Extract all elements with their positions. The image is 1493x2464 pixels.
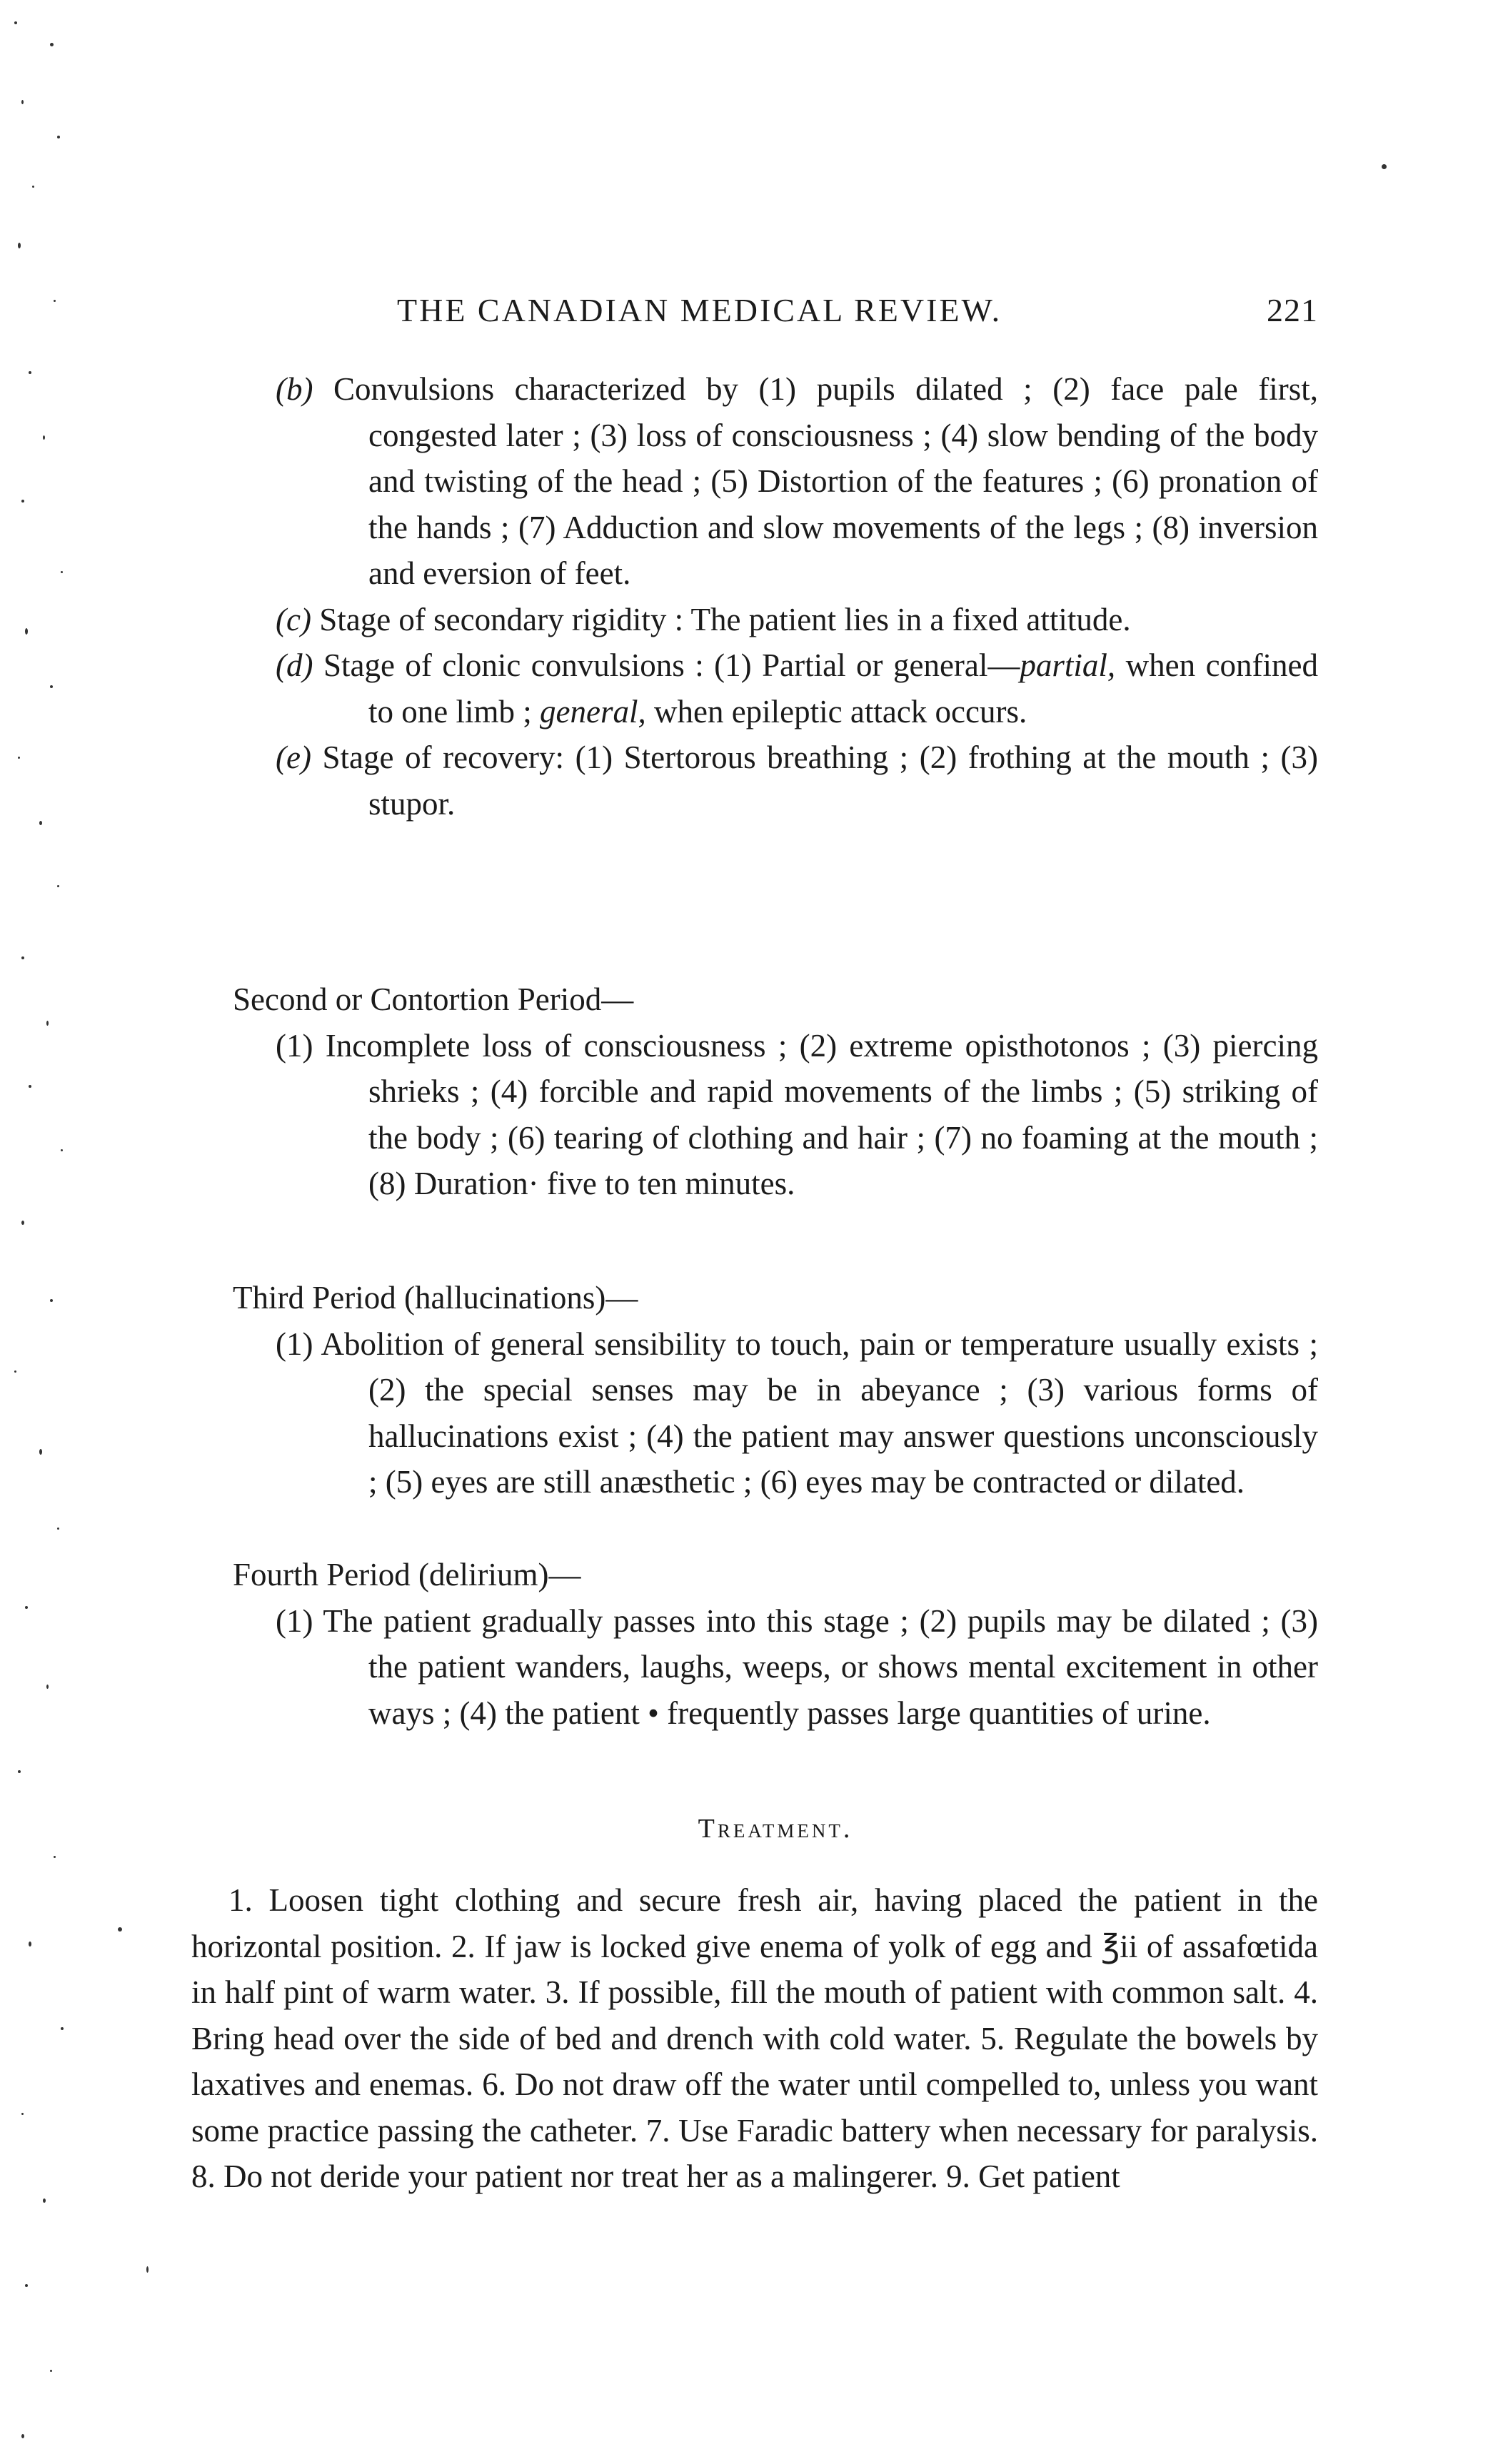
item-label: (e) xyxy=(276,739,311,775)
scan-speck xyxy=(118,1927,122,1932)
list-item xyxy=(233,642,1318,734)
fourth-period-section xyxy=(233,1552,1318,1736)
item-text: when epileptic attack occurs. xyxy=(645,693,1027,729)
item-text: Convulsions characterized by (1) pupils dilated ; (2) face pale first, congested later ; (3) loss of consciousness ; (4) slow bending of the body and twisting of the head ; (5) Distortion of the features ; (6) pronation of the hands ; (7) Adduction and slow movements of the legs ; (8) inversion and eversion of feet. xyxy=(333,371,1318,591)
second-period-section xyxy=(233,976,1318,1207)
running-header xyxy=(233,291,1318,341)
section-text: (1) Incomplete loss of consciousness ; (2) extreme opisthotonos ; (3) piercing shrieks ; (4) forcible and rapid movements of the limbs ; (5) striking of the body ; (6) tearing of clothing and hair ; (7) no foaming at the mouth ; (8) Duration· five to ten minutes. xyxy=(276,1027,1318,1201)
scan-gutter-specks xyxy=(0,0,107,2464)
section-text: (1) The patient gradually passes into this stage ; (2) pupils may be dilated ; (3) the patient wanders, laughs, weeps, or shows mental excitement in other ways ; (4) the patient • frequently passes large quantities of urine. xyxy=(276,1602,1318,1731)
list-item xyxy=(233,366,1318,597)
item-label: (b) xyxy=(276,371,313,407)
item-emphasis: general, xyxy=(540,693,646,729)
third-period-section xyxy=(233,1275,1318,1505)
item-label: (c) xyxy=(276,601,311,637)
list-item xyxy=(233,734,1318,827)
section-heading: Third Period (hallucinations)— xyxy=(233,1280,638,1316)
item-text: when confined to one limb ; xyxy=(368,647,1319,729)
section-text: (1) Abolition of general sensibility to touch, pain or temperature usually exists ; (2) the special senses may be in abeyance ; (3) various forms of hallucinations exist ; (4) the patient may answer questions unconsciously ; (5) eyes are still anæsthetic ; (6) eyes may be contracted or dilated. xyxy=(276,1326,1318,1500)
journal-title: THE CANADIAN MEDICAL REVIEW. xyxy=(397,292,1002,328)
item-label: (d) xyxy=(276,647,313,683)
treatment-text: 1. Loosen tight clothing and secure fresh air, having placed the patient in the horizontal position. 2. If jaw is locked give enema of yolk of egg and ℥ii of assafœtida in half pint of warm water. 3. If possible, fill the mouth of patient with common salt. 4. Bring head over the side of bed and drench with cold water. 5. Regulate the bowels by laxatives and enemas. 6. Do not draw off the water until compelled to, unless you want some practice passing the catheter. 7. Use Faradic battery when necessary for paralysis. 8. Do not deride your patient nor treat her as a malingerer. 9. Get patient xyxy=(191,1882,1318,2194)
section-heading: Second or Contortion Period— xyxy=(233,981,634,1017)
first-period-items xyxy=(233,366,1318,827)
treatment-heading: Treatment. xyxy=(698,1814,853,1844)
list-item xyxy=(233,597,1318,643)
item-text: Stage of recovery: (1) Stertorous breathing ; (2) frothing at the mouth ; (3) stupor. xyxy=(322,739,1318,822)
page-number: 221 xyxy=(1267,292,1318,328)
section-heading: Fourth Period (delirium)— xyxy=(233,1557,581,1592)
item-text: Stage of secondary rigidity : The patient lies in a fixed attitude. xyxy=(319,601,1131,637)
scan-speck xyxy=(146,2266,149,2273)
item-emphasis: partial, xyxy=(1020,647,1116,683)
scan-speck xyxy=(1382,164,1387,169)
item-text: Stage of clonic convulsions : (1) Partial or general— xyxy=(323,647,1020,683)
